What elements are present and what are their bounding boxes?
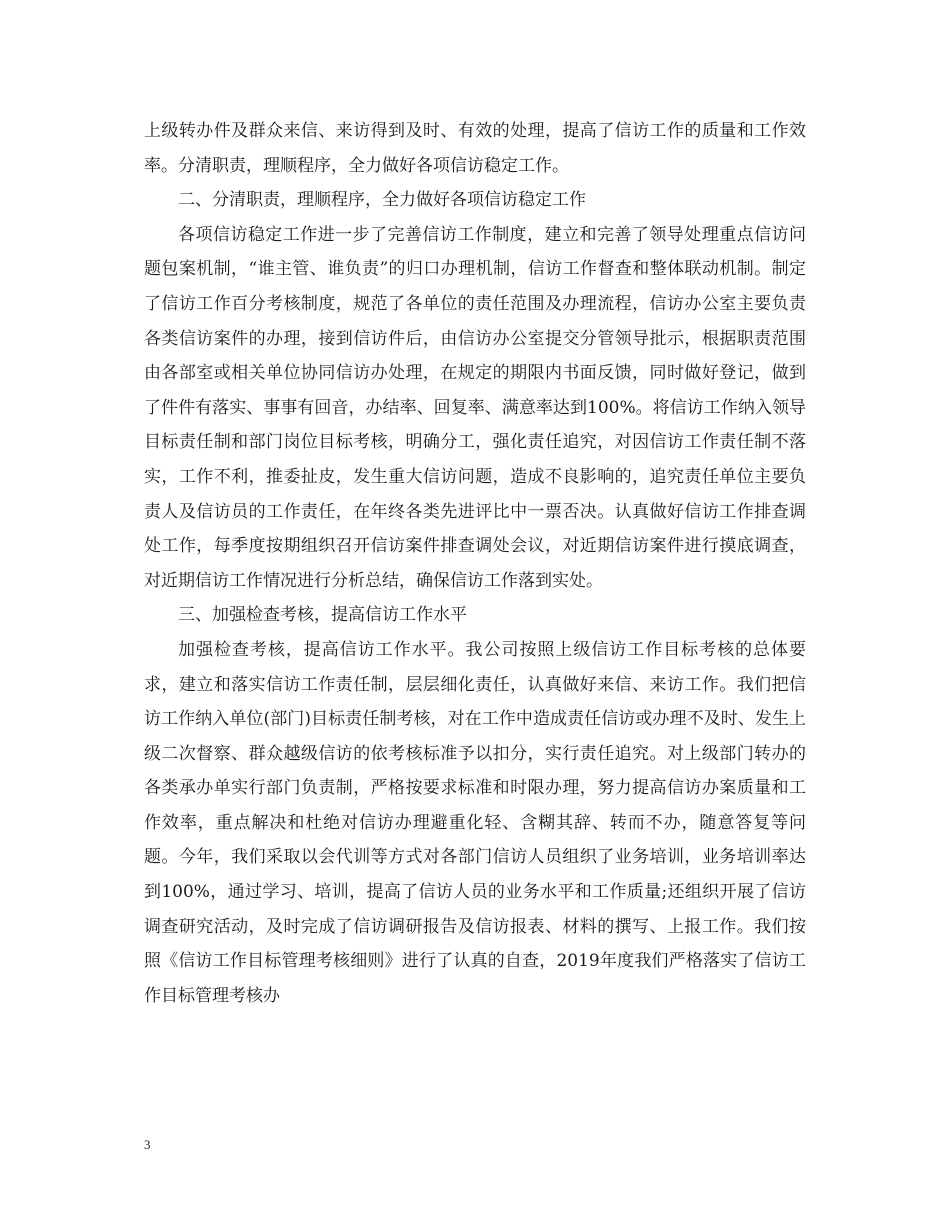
paragraph-continuation: 上级转办件及群众来信、来访得到及时、有效的处理，提高了信访工作的质量和工作效率。分清职责，理顺程序，全力做好各项信访稳定工作。 — [144, 121, 806, 176]
document-body — [144, 114, 806, 1013]
section-heading-3: 三、加强检查考核，提高信访工作水平 — [178, 605, 467, 626]
paragraph-section-3: 加强检查考核，提高信访工作水平。我公司按照上级信访工作目标考核的总体要求，建立和落实信访工作责任制，层层细化责任，认真做好来信、来访工作。我们把信访工作纳入单位(部门)目标责任制考核，对在工作中造成责任信访或办理不及时、发生上级二次督察、群众越级信访的依考核标准予以扣分，实行责任追究。对上级部门转办的各类承办单实行部门负责制，严格按要求标准和时限办理，努力提高信访办案质量和工作效率，重点解决和杜绝对信访办理避重化轻、含糊其辞、转而不办，随意答复等问题。今年，我们采取以会代训等方式对各部门信访人员组织了业务培训，业务培训率达到100%，通过学习、培训，提高了信访人员的业务水平和工作质量;还组织开展了信访调查研究活动，及时完成了信访调研报告及信访报表、材料的撰写、上报工作。我们按照《信访工作目标管理考核细则》进行了认真的自查，2019年度我们严格落实了信访工作目标管理考核办 — [144, 639, 806, 1006]
paragraph-section-2: 各项信访稳定工作进一步了完善信访工作制度，建立和完善了领导处理重点信访问题包案机制，“谁主管、谁负责”的归口办理机制，信访工作督查和整体联动机制。制定了信访工作百分考核制度，规范了各单位的责任范围及办理流程，信访办公室主要负责各类信访案件的办理，接到信访件后，由信访办公室提交分管领导批示，根据职责范围由各部室或相关单位协同信访办处理，在规定的期限内书面反馈，同时做好登记，做到了件件有落实、事事有回音，办结率、回复率、满意率达到100%。将信访工作纳入领导目标责任制和部门岗位目标考核，明确分工，强化责任追究，对因信访工作责任制不落实，工作不利，推委扯皮，发生重大信访问题，造成不良影响的，追究责任单位主要负责人及信访员的工作责任，在年终各类先进评比中一票否决。认真做好信访工作排查调处工作，每季度按期组织召开信访案件排查调处会议，对近期信访案件进行摸底调查，对近期信访工作情况进行分析总结，确保信访工作落到实处。 — [144, 224, 806, 591]
section-heading-2: 二、分清职责，理顺程序，全力做好各项信访稳定工作 — [178, 190, 586, 211]
page-number: 3 — [144, 1137, 151, 1152]
